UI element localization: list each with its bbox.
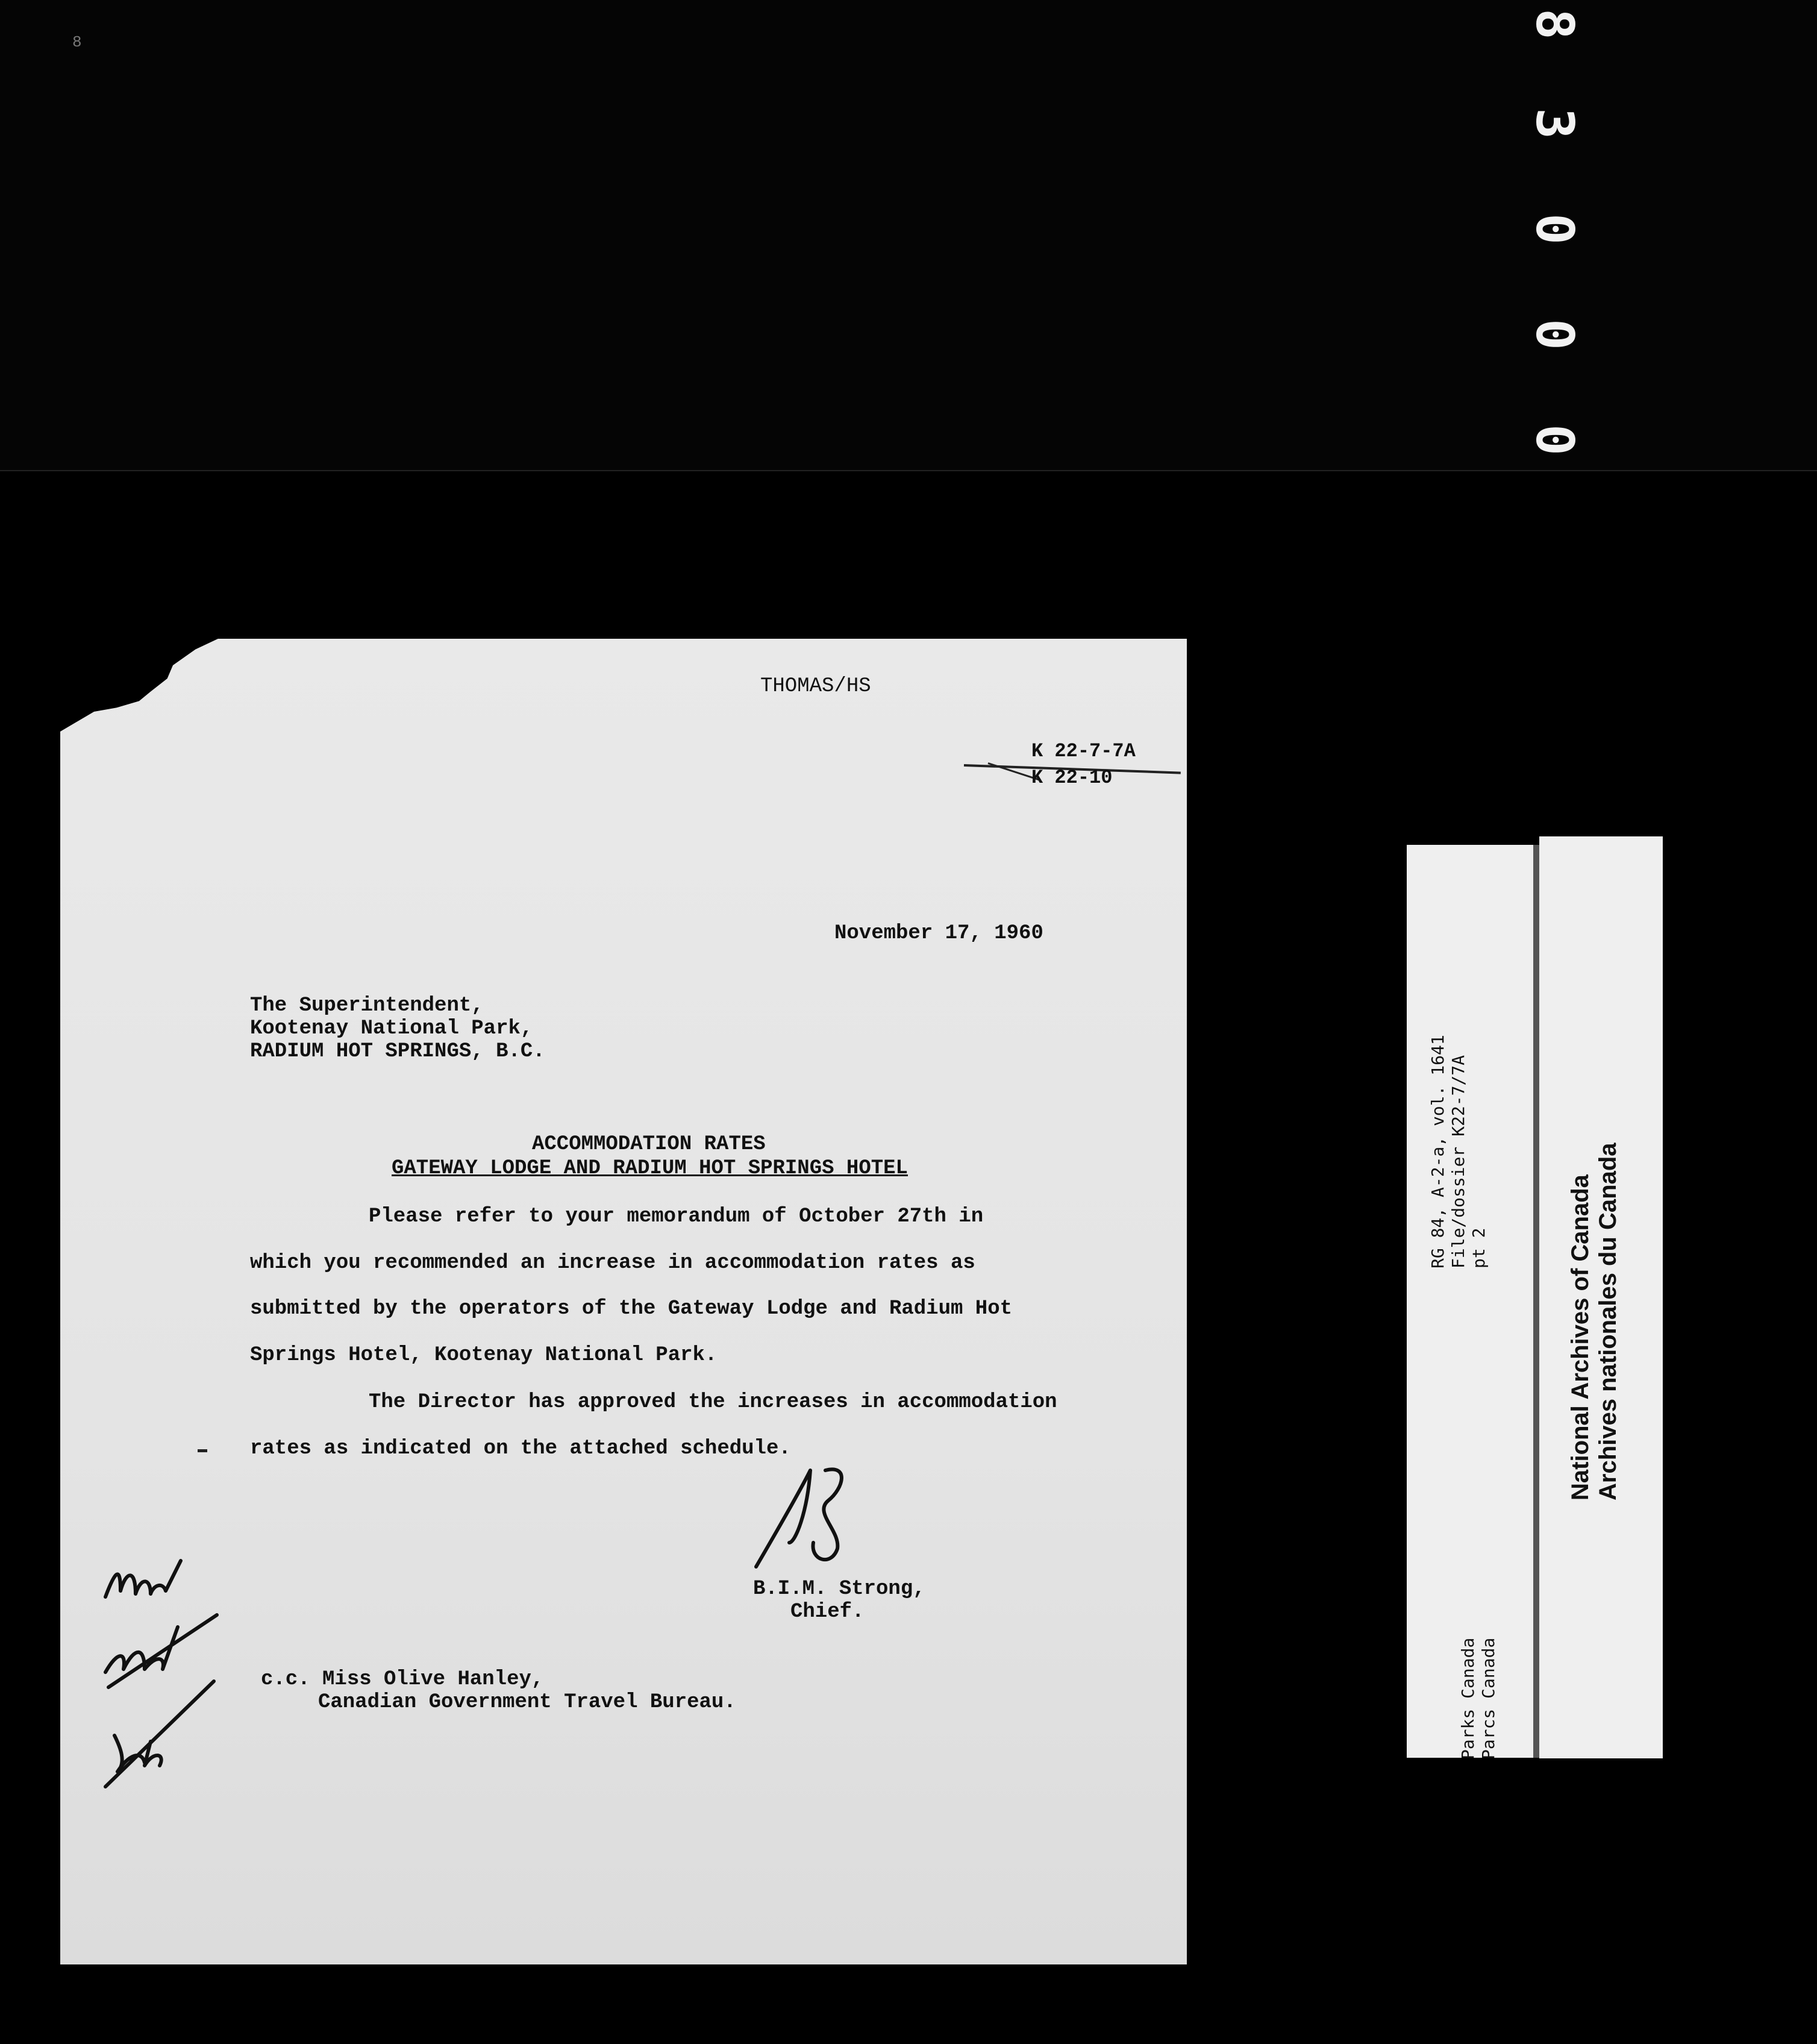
file-number-new: K 22-10 [1031,766,1113,789]
subject-line-2: GATEWAY LODGE AND RADIUM HOT SPRINGS HOTEL [392,1157,908,1180]
institution-name [1566,1143,1622,1500]
counter-digit: 0 [1524,213,1584,245]
department-line: Parks Canada [1458,1637,1478,1760]
address-line: Kootenay National Park, [250,1017,533,1040]
counter-digit: 8 [1524,8,1584,40]
letter-date: November 17, 1960 [834,922,1043,945]
body-line: Please refer to your memorandum of October 27th in [369,1205,984,1228]
reference-line: RG 84, A-2-a, vol. 1641 [1428,1035,1448,1268]
counter-digit: 3 [1524,108,1584,139]
body-line: Springs Hotel, Kootenay National Park. [250,1344,718,1367]
margin-initial-3 [105,1681,214,1787]
reference-line: File/dossier K22-7/7A [1448,1055,1468,1268]
counter-digit: 0 [1524,424,1584,456]
archive-reference-lines [1428,1035,1489,1268]
body-line: The Director has approved the increases in accommodation [369,1391,1057,1414]
margin-initial-2 [105,1615,217,1687]
reference-line: pt 2 [1469,1227,1489,1268]
signature-initials-mark [756,1469,842,1567]
signatory-name: B.I.M. Strong, [753,1578,925,1600]
institution-line: Archives nationales du Canada [1595,1143,1621,1500]
label-divider [1533,845,1539,1758]
archive-reference-card [1407,845,1533,1758]
department-lines [1458,1638,1499,1760]
reference-initials: THOMAS/HS [760,675,871,698]
file-number-old: K 22-7-7A [1031,740,1136,762]
signatory-title: Chief. [790,1600,865,1623]
cc-line: Canadian Government Travel Bureau. [318,1691,736,1714]
institution-line: National Archives of Canada [1567,1174,1593,1500]
body-line: rates as indicated on the attached schedule. [250,1437,791,1460]
subject-line-1: ACCOMMODATION RATES [532,1133,766,1156]
department-line: Parcs Canada [1478,1637,1498,1760]
cc-line: c.c. Miss Olive Hanley, [261,1668,544,1691]
frame-corner-mark: 8 [72,33,82,51]
address-line: RADIUM HOT SPRINGS, B.C. [250,1040,545,1063]
address-line: The Superintendent, [250,994,484,1017]
body-line: which you recommended an increase in accommodation rates as [250,1252,975,1274]
counter-digit: 0 [1524,319,1584,350]
margin-initial-1 [105,1561,181,1597]
body-line: submitted by the operators of the Gateway Lodge and Radium Hot [250,1297,1013,1320]
